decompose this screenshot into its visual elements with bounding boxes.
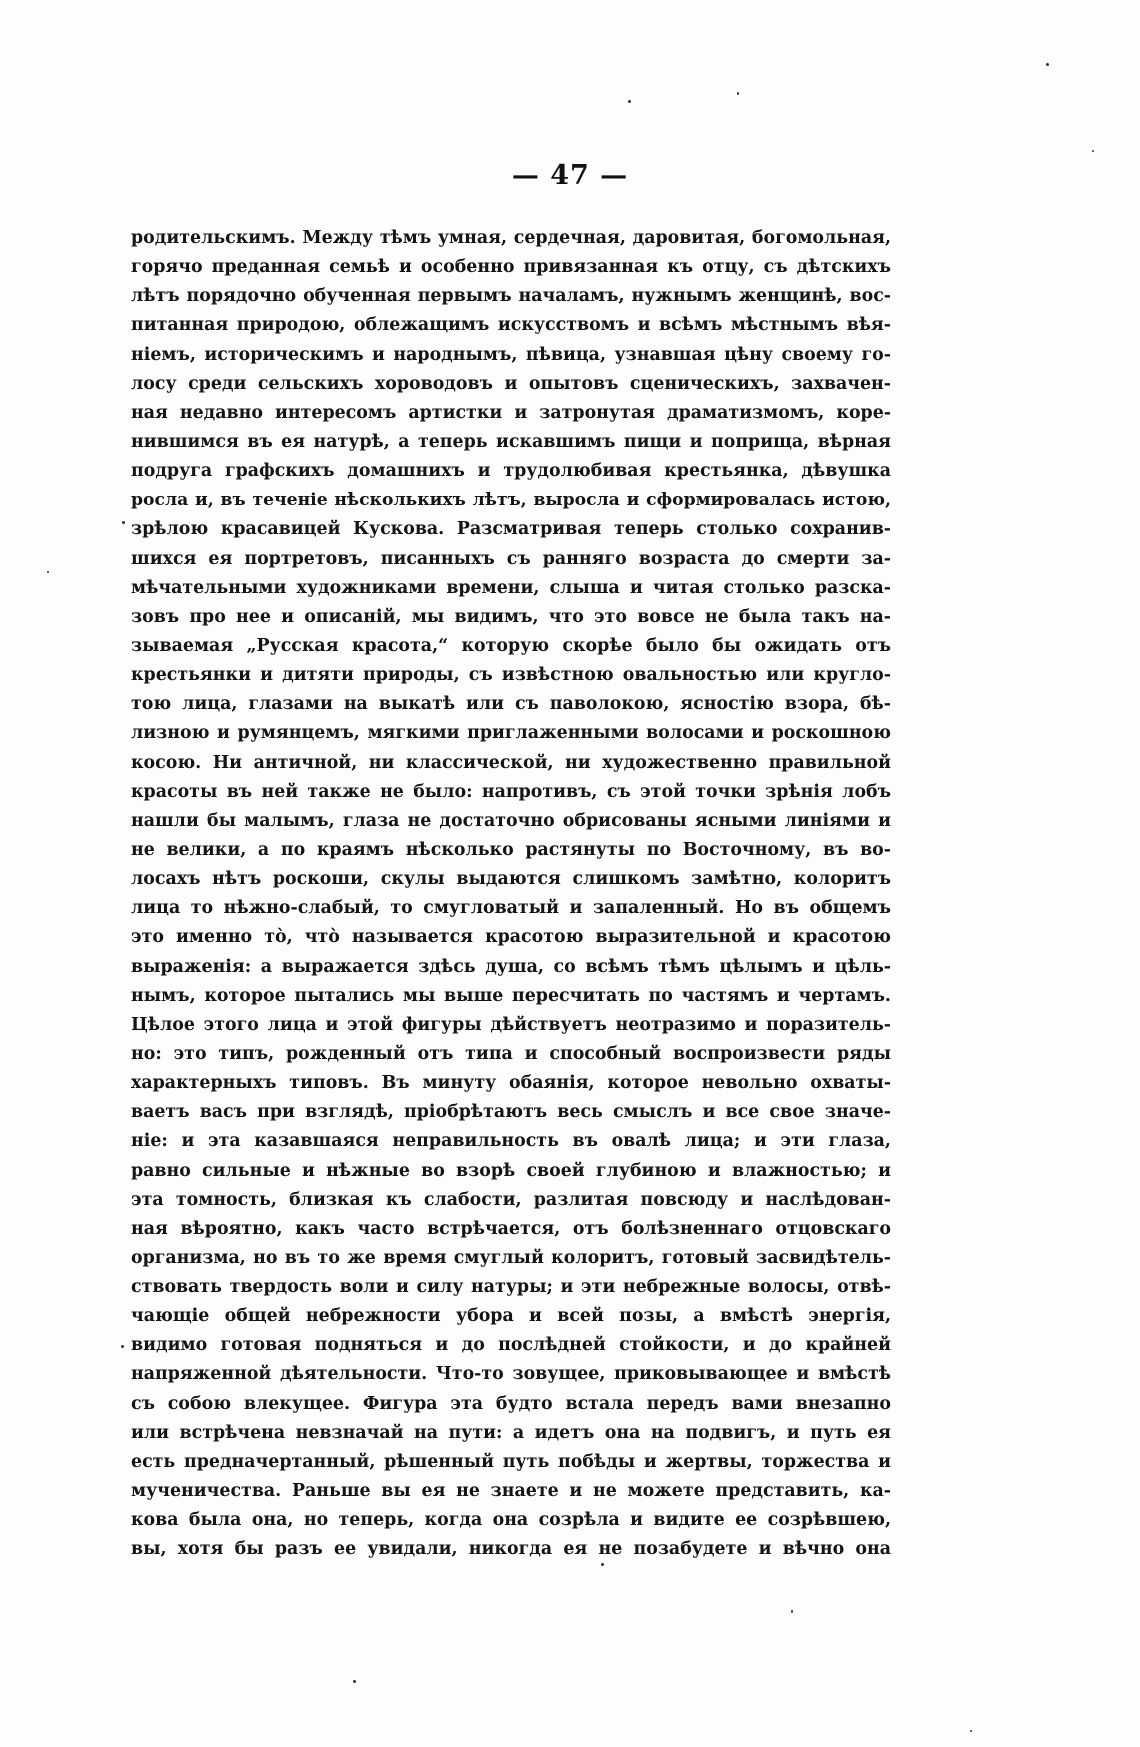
text-line: подруга графскихъ домашнихъ и трудолюбивая крестьянка, дѣвушка [131, 461, 891, 482]
text-line: съ собою влекущее. Фигура эта будто встала передъ вами внезапно [131, 1393, 891, 1414]
text-line: или встрѣчена невзначай на пути: а идетъ она на подвигъ, и путь ея [131, 1422, 891, 1443]
text-line: лизною и румянцемъ, мягкими приглаженными волосами и роскошною [131, 723, 891, 744]
scan-speck [353, 1680, 356, 1683]
text-line: лосахъ нѣтъ роскоши, скулы выдаются слишкомъ замѣтно, колоритъ [131, 869, 891, 890]
scan-speck [121, 1345, 124, 1348]
text-line: выраженія: а выражается здѣсь душа, со всѣмъ тѣмъ цѣлымъ и цѣль- [131, 956, 891, 977]
text-line: ная недавно интересомъ артистки и затронутая драматизмомъ, коре- [131, 402, 891, 423]
text-line: нымъ, которое пытались мы выше пересчитать по частямъ и чертамъ. [131, 985, 891, 1006]
body-text [131, 224, 891, 1564]
text-line: лѣтъ порядочно обученная первымъ началамъ, нужнымъ женщинѣ, вос- [131, 286, 891, 307]
text-line: зываемая „Русская красота,“ которую скорѣе было бы ожидать отъ [131, 635, 891, 656]
text-line: мученичества. Раньше вы ея не знаете и не можете представить, ка- [131, 1481, 891, 1502]
text-line: но: это типъ, рожденный отъ типа и способный воспроизвести ряды [131, 1043, 891, 1064]
text-line: эта томность, близкая къ слабости, разлитая повсюду и наслѣдован- [131, 1189, 891, 1210]
text-line: лосу среди сельскихъ хороводовъ и опытовъ сценическихъ, захвачен- [131, 373, 891, 394]
text-line: видимо готовая подняться и до послѣдней стойкости, и до крайней [131, 1335, 891, 1356]
text-line: есть предначертанный, рѣшенный путь побѣды и жертвы, торжества и [131, 1451, 891, 1472]
scan-speck [1092, 150, 1094, 152]
text-line: шихся ея портретовъ, писанныхъ съ ранняго возраста до смерти за- [131, 548, 891, 569]
text-line: косою. Ни античной, ни классической, ни художественно правильной [131, 752, 891, 773]
text-line: ваетъ васъ при взглядѣ, пріобрѣтаютъ весь смыслъ и все свое значе- [131, 1102, 891, 1123]
text-line: зовъ про нее и описаній, мы видимъ, что это вовсе не была такъ на- [131, 606, 891, 627]
scan-speck [601, 1563, 604, 1566]
text-line: вы, хотя бы разъ ее увидали, никогда ея не позабудете и вѣчно она [131, 1539, 891, 1560]
text-line: питанная природою, облежащимъ искусствомъ и всѣмъ мѣстнымъ вѣя- [131, 315, 891, 336]
text-line: росла и, въ теченіе нѣсколькихъ лѣтъ, выросла и сформировалась истою, [131, 490, 891, 511]
text-line: красоты въ ней также не было: напротивъ, съ этой точки зрѣнія лобъ [131, 781, 891, 802]
scan-speck [1046, 63, 1049, 66]
text-line: напряженной дѣятельности. Что-то зовущее, приковывающее и вмѣстѣ [131, 1364, 891, 1385]
text-line: родительскимъ. Между тѣмъ умная, сердечная, даровитая, богомольная, [131, 228, 891, 248]
text-line: крестьянки и дитяти природы, съ извѣстною овальностью или кругло- [131, 665, 891, 686]
text-line: нашли бы малымъ, глаза не достаточно обрисованы ясными линіями и [131, 810, 891, 831]
text-line: горячо преданная семьѣ и особенно привязанная къ отцу, съ дѣтскихъ [131, 257, 891, 278]
text-line: мѣчательными художниками времени, слыша и читая столько разска- [131, 577, 891, 598]
text-line: ная вѣроятно, какъ часто встрѣчается, отъ болѣзненнаго отцовскаго [131, 1218, 891, 1239]
text-line: чающіе общей небрежности убора и всей позы, а вмѣстѣ энергія, [131, 1306, 891, 1327]
text-line: зрѣлою красавицей Кускова. Разсматривая теперь столько сохранив- [131, 519, 891, 540]
text-line: не велики, а по краямъ нѣсколько растянуты по Восточному, въ во- [131, 839, 891, 860]
text-line: характерныхъ типовъ. Въ минуту обаянія, которое невольно охваты- [131, 1073, 891, 1094]
text-line: ствовать твердость воли и силу натуры; и эти небрежные волосы, отвѣ- [131, 1277, 891, 1298]
page-number: — 47 — [511, 160, 629, 191]
text-line: равно сильные и нѣжные во взорѣ своей глубиною и влажностью; и [131, 1160, 891, 1181]
scan-speck [737, 92, 739, 95]
text-line: ніе: и эта казавшаяся неправильность въ овалѣ лица; и эти глаза, [131, 1131, 891, 1152]
text-line: ніемъ, историческимъ и народнымъ, пѣвица, узнавшая цѣну своему го- [131, 344, 891, 365]
text-line: Цѣлое этого лица и этой фигуры дѣйствуетъ неотразимо и поразитель- [131, 1014, 891, 1035]
scan-speck [122, 521, 125, 524]
scan-speck [791, 1610, 793, 1613]
text-line: организма, но въ то же время смуглый колоритъ, готовый засвидѣтель- [131, 1247, 891, 1268]
text-line: тою лица, глазами на выкатѣ или съ паволокою, ясностію взора, бѣ- [131, 694, 891, 715]
text-line: нившимся въ ея натурѣ, а теперь искавшимъ пищи и поприща, вѣрная [131, 431, 891, 452]
scan-speck [628, 100, 631, 103]
text-line: кова была она, но теперь, когда она созрѣла и видите ее созрѣвшею, [131, 1510, 891, 1531]
text-line: это именно то̀, что̀ называется красотою выразительной и красотою [131, 927, 891, 948]
scan-speck [970, 1730, 972, 1732]
scan-speck [47, 571, 49, 573]
text-line: лица то нѣжно-слабый, то смугловатый и запаленный. Но въ общемъ [131, 898, 891, 919]
